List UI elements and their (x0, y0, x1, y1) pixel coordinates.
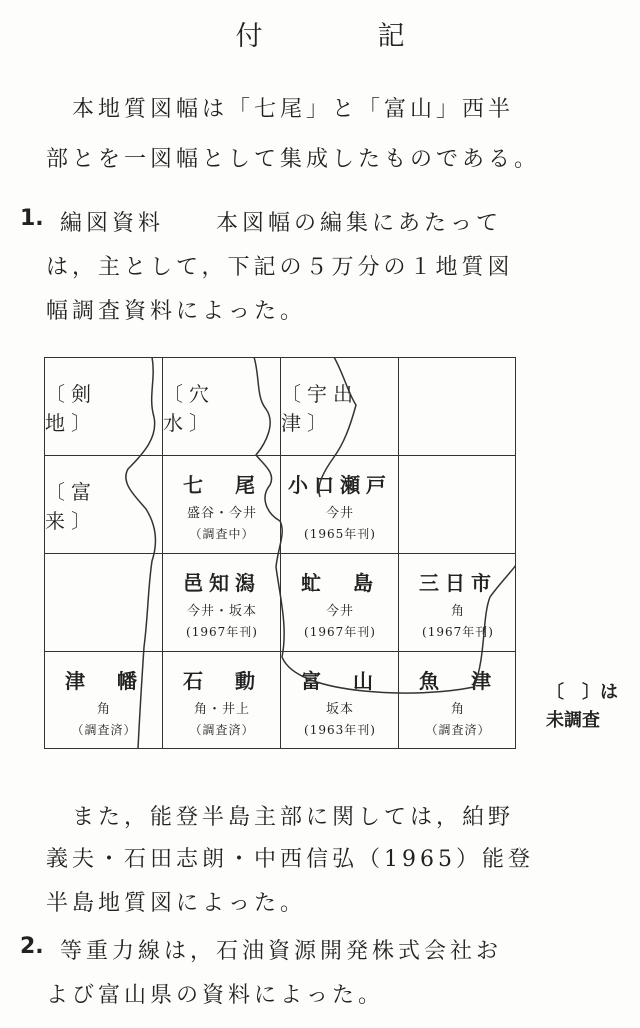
paragraph-2-line-3: 半島地質図によった。 (46, 891, 307, 916)
map-cell-author: 今井 (325, 603, 354, 619)
map-cell-uozu (399, 652, 517, 750)
section-2-line-1: 等重力線は，石油資源開発株式会社お (60, 939, 503, 964)
map-cell-name: 〔剣 地〕 (45, 382, 123, 435)
map-cell-author: 角 (450, 701, 465, 717)
map-cell-status: (1967年刊) (304, 624, 376, 639)
map-cell-anamizu (163, 358, 281, 456)
map-cell-author: 今井 (325, 505, 354, 521)
legend-bracket-note: 〔 〕は (546, 682, 618, 703)
map-cell-name: 小口瀬戸 (288, 472, 392, 497)
map-cell-name: 〔宇出津〕 (281, 382, 359, 435)
map-cell-toyama (281, 652, 399, 750)
legend-unsurveyed: 未調査 (546, 710, 600, 731)
map-cell-name: 三日市 (419, 570, 497, 595)
map-cell-name: 虻 島 (301, 570, 379, 595)
map-cell-togi (45, 456, 163, 554)
map-cell-nanao (163, 456, 281, 554)
map-cell-name: 〔穴 水〕 (163, 382, 241, 435)
map-cell-status: （調査済） (425, 722, 491, 737)
map-cell-author: 角・井上 (193, 701, 250, 717)
map-cell-name: 〔富 来〕 (45, 480, 123, 533)
map-cell-name: 石 動 (183, 668, 261, 693)
map-cell-tsubata (45, 652, 163, 750)
map-cell-author: 盛谷・今井 (186, 505, 257, 521)
map-cell-status: (1967年刊) (422, 624, 494, 639)
map-cell-koguchiseto (281, 456, 399, 554)
intro-line-1: 本地質図幅は「七尾」と「富山」西半 (72, 97, 515, 122)
intro-line-2: 部とを一図幅として集成したものである。 (46, 147, 541, 172)
map-cell-name: 富 山 (301, 668, 379, 693)
paragraph-2-line-1: また，能登半島主部に関しては，絈野 (72, 805, 515, 830)
map-cell-author: 角 (96, 701, 111, 717)
map-cell-author: 今井・坂本 (186, 603, 257, 619)
map-cell-status: (1965年刊) (304, 526, 376, 541)
map-cell-author: 坂本 (325, 701, 354, 717)
map-cell-name: 魚 津 (419, 668, 497, 693)
map-cell-author: 角 (450, 603, 465, 619)
map-cell-mikkaichi (399, 554, 517, 652)
map-cell-name: 津 幡 (65, 668, 143, 693)
map-cell-empty (399, 358, 517, 456)
map-index-grid (44, 357, 516, 749)
section-1-number: 1. (20, 206, 44, 231)
map-cell-isurugi (163, 652, 281, 750)
map-cell-name: 七 尾 (183, 472, 261, 497)
section-2-number: 2. (20, 934, 44, 959)
section-1-line-3: 幅調査資料によった。 (46, 299, 307, 324)
map-cell-abushima (281, 554, 399, 652)
map-cell-empty (45, 554, 163, 652)
section-2-line-2: よび富山県の資料によった。 (46, 983, 385, 1008)
map-cell-name: 邑知潟 (183, 570, 261, 595)
section-1-line-2: は，主として，下記の５万分の１地質図 (46, 255, 514, 280)
map-cell-ushitsu (281, 358, 399, 456)
map-cell-ochigata (163, 554, 281, 652)
paragraph-2-line-2: 義夫・石田志朗・中西信弘（1965）能登 (46, 847, 534, 872)
page-title: 付 記 (235, 21, 449, 52)
map-cell-status: (1967年刊) (186, 624, 258, 639)
map-cell-status: (1963年刊) (304, 722, 376, 737)
map-cell-status: （調査中） (189, 526, 255, 541)
map-cell-status: （調査済） (189, 722, 255, 737)
map-cell-status: （調査済） (71, 722, 137, 737)
map-cell-kenchi (45, 358, 163, 456)
section-1-line-1: 編図資料 本図幅の編集にあたって (60, 211, 503, 236)
map-cell-empty (399, 456, 517, 554)
